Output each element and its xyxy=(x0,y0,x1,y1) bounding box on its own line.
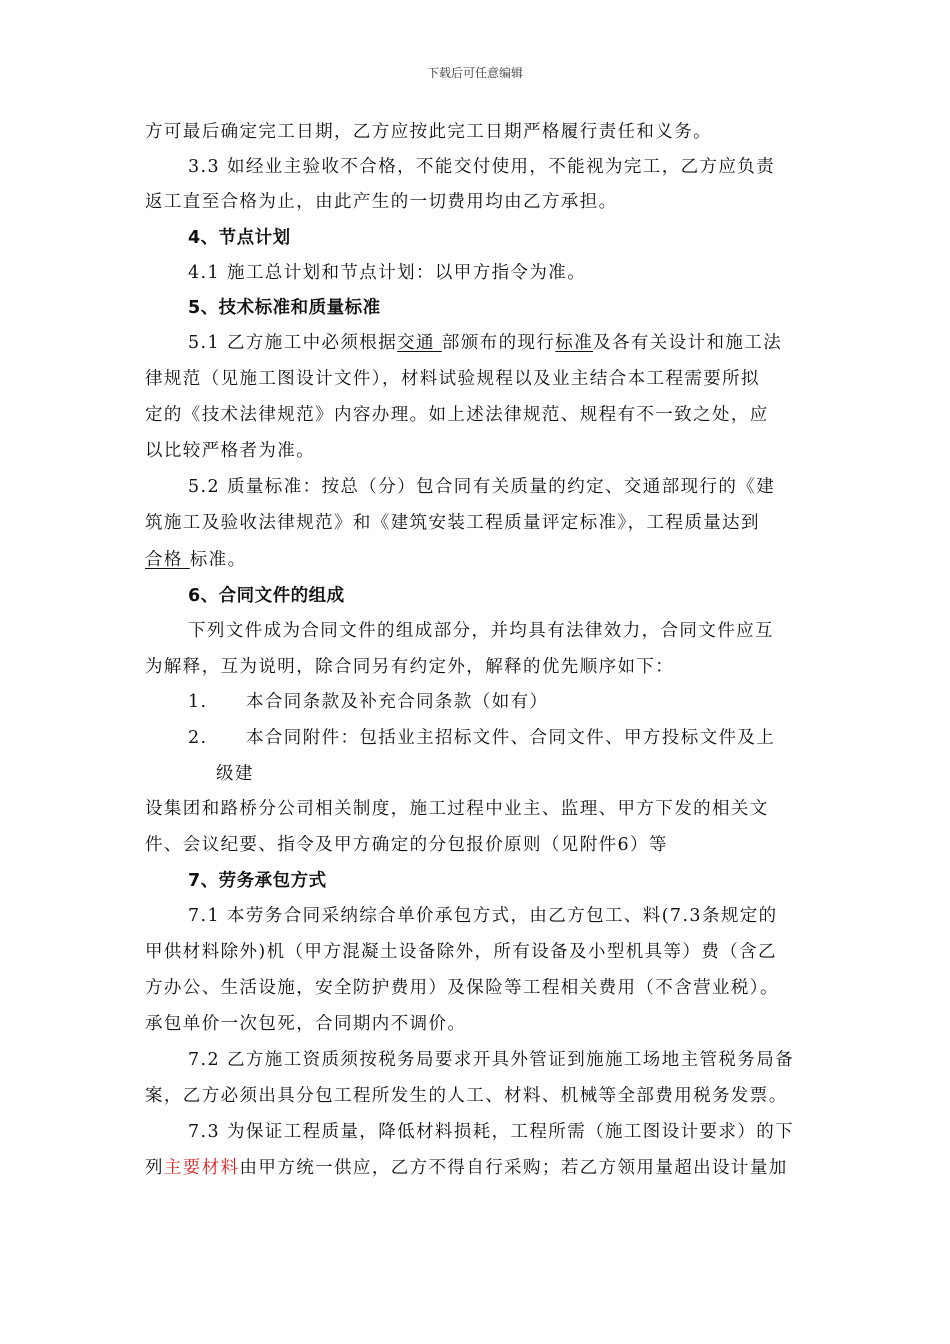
list-number: 2. xyxy=(188,728,208,748)
paragraph-line: 为解释，互为说明，除合同另有约定外，解释的优先顺序如下： xyxy=(145,657,675,677)
paragraph-line: 筑施工及验收法律规范》和《建筑安装工程质量评定标准》，工程质量达到 xyxy=(145,513,760,533)
page-header: 下载后可任意编辑 xyxy=(426,66,523,80)
paragraph-line: 甲供材料除外)机（甲方混凝土设备除外，所有设备及小型机具等）费（含乙 xyxy=(145,942,777,962)
paragraph-line: 设集团和路桥分公司相关制度，施工过程中业主、监理、甲方下发的相关文 xyxy=(145,799,769,819)
list-item-2-wrap: 级建 xyxy=(216,764,254,784)
clause-4-1: 4.1 施工总计划和节点计划：以甲方指令为准。 xyxy=(188,263,587,283)
text-span: 交通 xyxy=(397,333,435,353)
paragraph-line xyxy=(145,1156,788,1180)
clause-7-1: 7.1 本劳务合同采纳综合单价承包方式，由乙方包工、料(7.3条规定的 xyxy=(188,906,778,926)
clause-5-2: 5.2 质量标准：按总（分）包合同有关质量的约定、交通部现行的《建 xyxy=(188,477,776,497)
text-span: 部颁布的现行 xyxy=(441,333,556,353)
paragraph-line: 承包单价一次包死，合同期内不调价。 xyxy=(145,1014,467,1034)
clause-7-3: 7.3 为保证工程质量，降低材料损耗，工程所需（施工图设计要求）的下 xyxy=(188,1122,794,1142)
paragraph-line: 件、会议纪要、指令及甲方确定的分包报价原则（见附件6）等 xyxy=(145,835,668,855)
underlined-field-transport xyxy=(397,333,442,353)
underlined-field-grade xyxy=(145,550,190,570)
text-span: 列 xyxy=(145,1158,164,1178)
section-heading-4: 4、节点计划 xyxy=(188,228,291,248)
paragraph-line: 方可最后确定完工日期，乙方应按此完工日期严格履行责任和义务。 xyxy=(145,122,712,142)
paragraph-line: 案，乙方必须出具分包工程所发生的人工、材料、机械等全部费用税务发票。 xyxy=(145,1086,788,1106)
text-span: 5.1 乙方施工中必须根据 xyxy=(188,333,398,353)
text-span: 及各有关设计和施工法 xyxy=(593,333,783,353)
section-heading-5: 5、技术标准和质量标准 xyxy=(188,298,381,318)
text-span: 由甲方统一供应，乙方不得自行采购；若乙方领用量超出设计量加 xyxy=(239,1158,788,1178)
clause-7-2: 7.2 乙方施工资质须按税务局要求开具外管证到施施工场地主管税务局备 xyxy=(188,1050,794,1070)
paragraph-line: 以比较严格者为准。 xyxy=(145,441,316,461)
section-heading-7: 7、劳务承包方式 xyxy=(188,871,327,891)
list-item-2 xyxy=(188,726,775,750)
clause-3-3: 3.3 如经业主验收不合格，不能交付使用，不能视为完工，乙方应负责 xyxy=(188,157,776,177)
list-text: 本合同附件：包括业主招标文件、合同文件、甲方投标文件及上 xyxy=(246,728,776,748)
section-heading-6: 6、合同文件的组成 xyxy=(188,586,345,606)
clause-5-1 xyxy=(188,331,782,355)
text-span: 标准。 xyxy=(189,550,247,570)
paragraph-line: 定的《技术法律规范》内容办理。如上述法律规范、规程有不一致之处，应 xyxy=(145,405,769,425)
text-span: 合格 xyxy=(145,550,183,570)
paragraph-line: 下列文件成为合同文件的组成部分，并均具有法律效力，合同文件应互 xyxy=(188,621,774,641)
paragraph-line: 方办公、生活设施，安全防护费用）及保险等工程相关费用（不含营业税）。 xyxy=(145,978,779,998)
list-number: 1. xyxy=(188,692,208,712)
list-item-1 xyxy=(188,690,548,714)
paragraph-line: 律规范（见施工图设计文件），材料试验规程以及业主结合本工程需要所拟 xyxy=(145,369,760,389)
underlined-field-standard: 标准 xyxy=(555,333,594,353)
paragraph-line: 返工直至合格为止，由此产生的一切费用均由乙方承担。 xyxy=(145,192,618,212)
highlighted-main-materials: 主要材料 xyxy=(163,1158,240,1178)
paragraph-line xyxy=(145,548,246,572)
list-text: 本合同条款及补充合同条款（如有） xyxy=(246,692,549,712)
